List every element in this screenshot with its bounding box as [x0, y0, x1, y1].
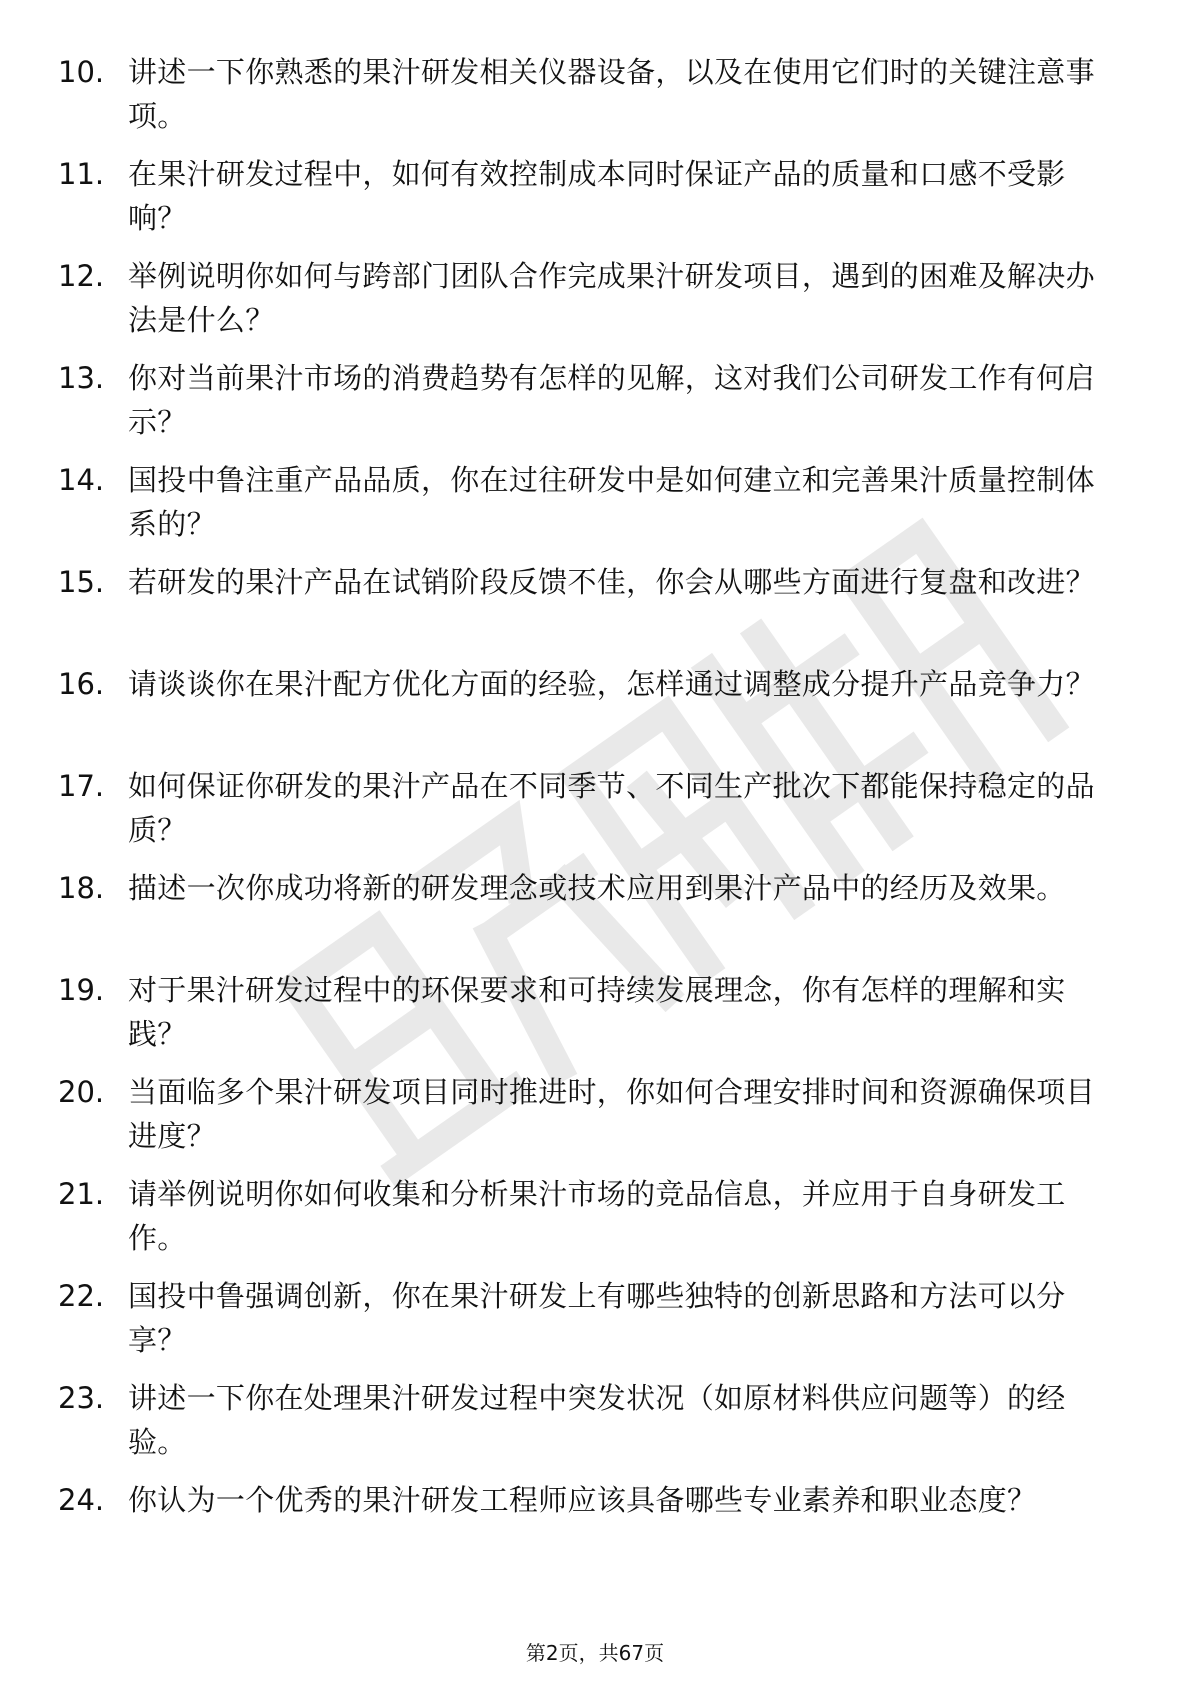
- question-number: 20.: [58, 1075, 105, 1109]
- question-item: [58, 356, 1118, 458]
- question-text: 国投中鲁注重产品品质，你在过往研发中是如何建立和完善果汁质量控制体系的？: [128, 463, 1095, 541]
- question-text: 讲述一下你熟悉的果汁研发相关仪器设备，以及在使用它们时的关键注意事项。: [128, 55, 1095, 133]
- question-text: 你对当前果汁市场的消费趋势有怎样的见解，这对我们公司研发工作有何启示？: [128, 361, 1095, 439]
- question-number: 11.: [58, 157, 105, 191]
- question-item: [58, 50, 1118, 152]
- question-number: 13.: [58, 361, 105, 395]
- question-item: [58, 1070, 1118, 1172]
- question-item: [58, 968, 1118, 1070]
- question-text: 举例说明你如何与跨部门团队合作完成果汁研发项目，遇到的困难及解决办法是什么？: [128, 259, 1095, 337]
- question-number: 15.: [58, 565, 105, 599]
- question-item: [58, 254, 1118, 356]
- question-text: 当面临多个果汁研发项目同时推进时，你如何合理安排时间和资源确保项目进度？: [128, 1075, 1095, 1153]
- question-item: [58, 1478, 1118, 1580]
- question-number: 12.: [58, 259, 105, 293]
- page-number-footer: 第2页，共67页: [525, 1641, 665, 1665]
- question-item: [58, 560, 1118, 662]
- question-number: 18.: [58, 871, 105, 905]
- question-number: 24.: [58, 1483, 105, 1517]
- question-text: 如何保证你研发的果汁产品在不同季节、不同生产批次下都能保持稳定的品质？: [128, 769, 1095, 847]
- question-item: [58, 1172, 1118, 1274]
- question-number: 22.: [58, 1279, 105, 1313]
- question-list: [58, 50, 1118, 1580]
- question-text: 若研发的果汁产品在试销阶段反馈不佳，你会从哪些方面进行复盘和改进？: [128, 565, 1095, 599]
- question-text: 在果汁研发过程中，如何有效控制成本同时保证产品的质量和口感不受影响？: [128, 157, 1066, 235]
- question-number: 17.: [58, 769, 105, 803]
- question-number: 14.: [58, 463, 105, 497]
- question-number: 23.: [58, 1381, 105, 1415]
- question-item: [58, 764, 1118, 866]
- question-number: 19.: [58, 973, 105, 1007]
- question-text: 描述一次你成功将新的研发理念或技术应用到果汁产品中的经历及效果。: [128, 871, 1066, 905]
- question-item: [58, 152, 1118, 254]
- question-number: 10.: [58, 55, 105, 89]
- question-number: 16.: [58, 667, 105, 701]
- question-item: [58, 662, 1118, 764]
- question-item: [58, 1274, 1118, 1376]
- question-number: 21.: [58, 1177, 105, 1211]
- question-text: 讲述一下你在处理果汁研发过程中突发状况（如原材料供应问题等）的经验。: [128, 1381, 1066, 1459]
- question-text: 你认为一个优秀的果汁研发工程师应该具备哪些专业素养和职业态度？: [128, 1483, 1037, 1517]
- question-text: 请谈谈你在果汁配方优化方面的经验，怎样通过调整成分提升产品竞争力？: [128, 667, 1095, 701]
- question-item: [58, 866, 1118, 968]
- question-text: 请举例说明你如何收集和分析果汁市场的竞品信息，并应用于自身研发工作。: [128, 1177, 1066, 1255]
- question-item: [58, 458, 1118, 560]
- question-text: 对于果汁研发过程中的环保要求和可持续发展理念，你有怎样的理解和实践？: [128, 973, 1066, 1051]
- question-text: 国投中鲁强调创新，你在果汁研发上有哪些独特的创新思路和方法可以分享？: [128, 1279, 1066, 1357]
- question-item: [58, 1376, 1118, 1478]
